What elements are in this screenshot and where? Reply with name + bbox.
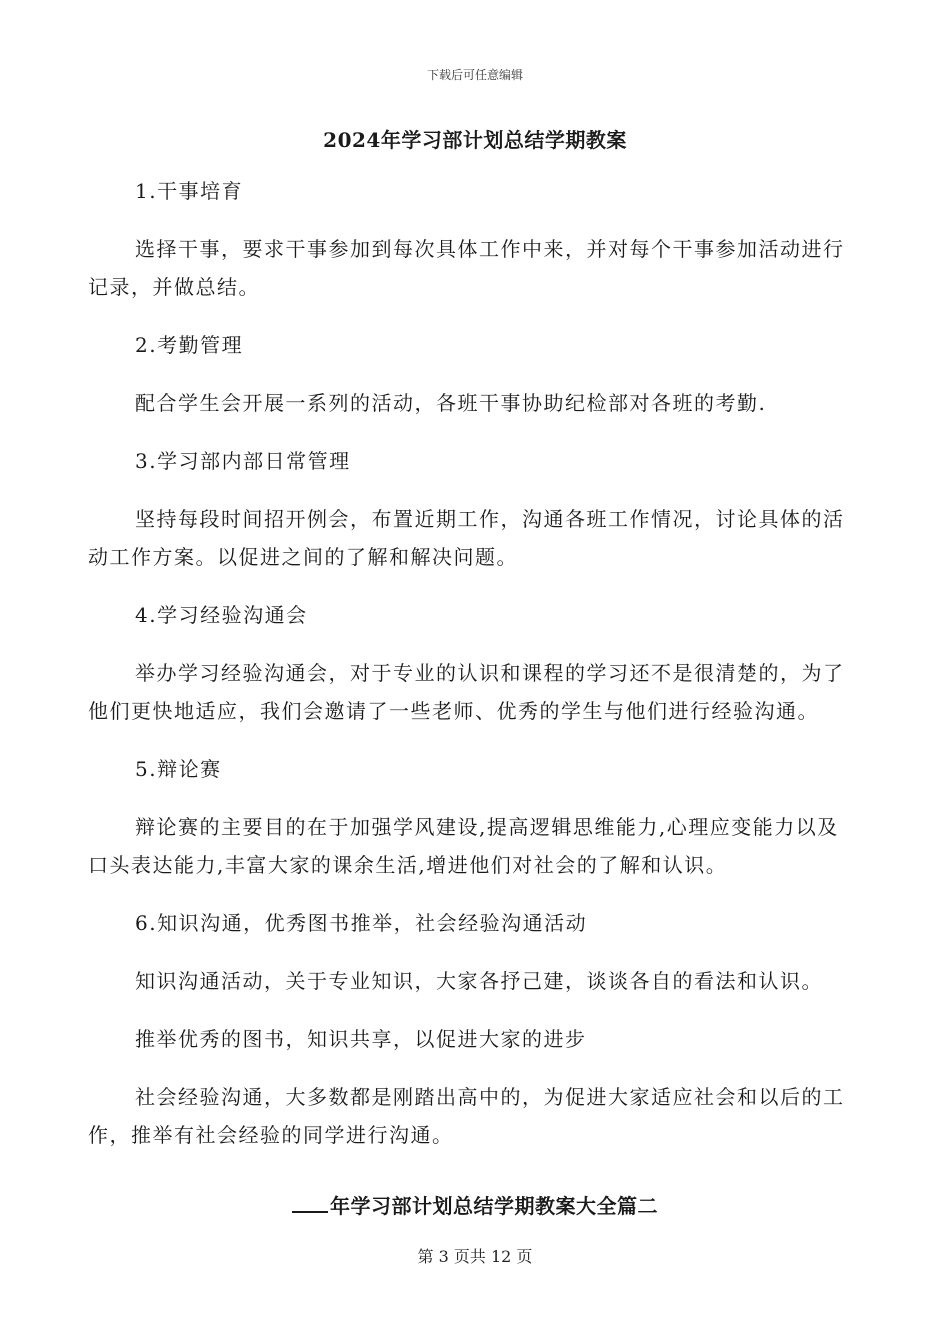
section-heading: 1.干事培育 [135, 179, 244, 203]
section-paragraph: 辩论赛的主要目的在于加强学风建设,提高逻辑思维能力,心理应变能力以及口头表达能力,丰富大家的课余生活,增进他们对社会的了解和认识。 [88, 815, 839, 877]
section-paragraph: 推举优秀的图书，知识共享，以促进大家的进步 [135, 1027, 587, 1051]
section-paragraph: 坚持每段时间招开例会，布置近期工作，沟通各班工作情况，讨论具体的活动工作方案。以促进之间的了解和解决问题。 [88, 507, 845, 569]
section-paragraph: 知识沟通活动，关于专业知识，大家各抒己建，谈谈各自的看法和认识。 [135, 969, 823, 993]
section-heading: 6.知识沟通，优秀图书推举，社会经验沟通活动 [135, 911, 588, 935]
title-blank-line [292, 1211, 328, 1213]
section2-title-text: 年学习部计划总结学期教案大全篇二 [330, 1194, 658, 1218]
section-paragraph: 社会经验沟通，大多数都是刚踏出高中的，为促进大家适应社会和以后的工作，推举有社会经验的同学进行沟通。 [88, 1085, 845, 1147]
section-paragraph: 举办学习经验沟通会，对于专业的认识和课程的学习还不是很清楚的，为了他们更快地适应，我们会邀请了一些老师、优秀的学生与他们进行经验沟通。 [88, 661, 845, 723]
section-paragraph: 选择干事，要求干事参加到每次具体工作中来，并对每个干事参加活动进行记录，并做总结。 [88, 237, 845, 299]
section-paragraph: 配合学生会开展一系列的活动，各班干事协助纪检部对各班的考勤. [135, 391, 767, 415]
section2-title [0, 1190, 950, 1219]
section-heading: 3.学习部内部日常管理 [135, 449, 351, 473]
document-body [88, 172, 858, 1154]
section-heading: 5.辩论赛 [135, 757, 222, 781]
document-title: 2024年学习部计划总结学期教案 [323, 128, 627, 152]
section-heading: 2.考勤管理 [135, 333, 244, 357]
page-footer: 第 3 页共 12 页 [417, 1247, 533, 1266]
header-note: 下载后可任意编辑 [426, 68, 523, 82]
section-heading: 4.学习经验沟通会 [135, 603, 308, 627]
